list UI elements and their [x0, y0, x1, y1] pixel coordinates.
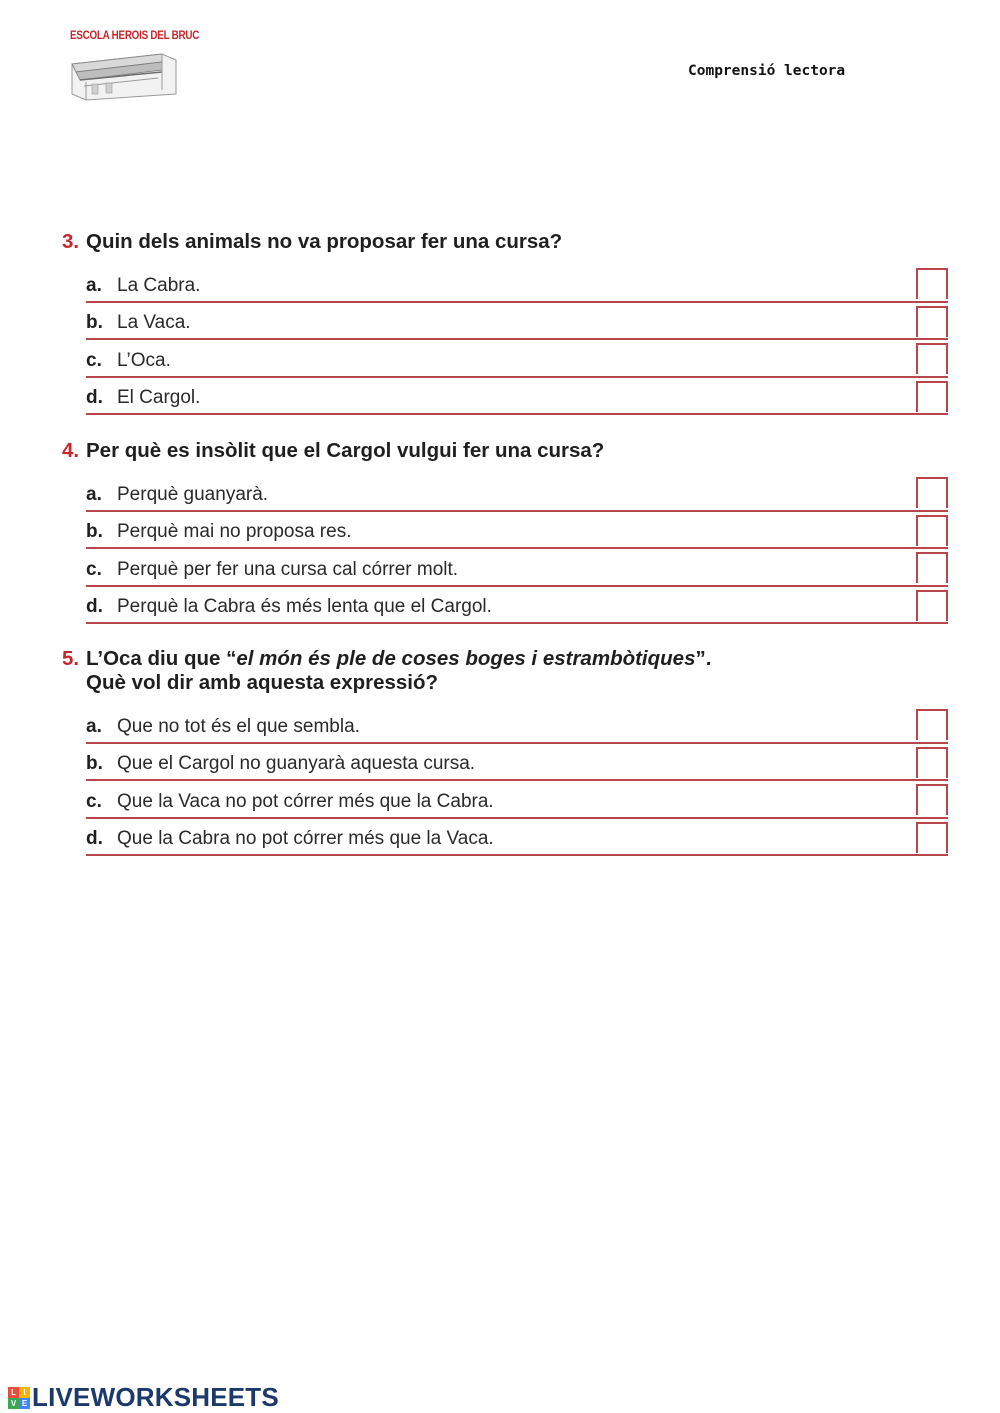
answer-checkbox[interactable] [916, 822, 948, 853]
answer-checkbox[interactable] [916, 268, 948, 299]
option-letter: b. [86, 521, 103, 542]
option-letter: c. [86, 558, 102, 580]
option-row [86, 549, 948, 587]
answer-checkbox[interactable] [916, 343, 948, 374]
option-letter: b. [86, 312, 103, 333]
option-letter: d. [86, 596, 103, 617]
option-text: La Vaca. [117, 312, 191, 333]
school-name: ESCOLA HEROIS DEL BRUC [70, 28, 200, 42]
option-letter: b. [86, 753, 103, 774]
question-text-prefix: L’Oca diu que “ [86, 647, 237, 670]
option-text: Que el Cargol no guanyarà aquesta cursa. [117, 753, 476, 774]
liveworksheets-logo [8, 1382, 279, 1413]
answer-checkbox[interactable] [916, 709, 948, 740]
question-3 [62, 230, 952, 415]
answer-checkbox[interactable] [916, 515, 948, 546]
liveworksheets-badge-icon [8, 1387, 30, 1409]
option-row [86, 744, 948, 782]
option-row [86, 340, 948, 378]
answer-checkbox[interactable] [916, 552, 948, 583]
brand-name: LIVEWORKSHEETS [32, 1382, 279, 1412]
question-text: Quin dels animals no va proposar fer una cursa? [86, 230, 563, 253]
option-text: Perquè per fer una cursa cal córrer molt. [117, 558, 459, 580]
option-text: Que la Cabra no pot córrer més que la Vaca. [117, 828, 494, 849]
question-heading [62, 230, 952, 254]
option-text: Perquè guanyarà. [117, 483, 269, 505]
option-row [86, 819, 948, 857]
question-number: 5. [62, 647, 80, 670]
badge-letter: I [19, 1387, 30, 1398]
page-title: Comprensió lectora [688, 63, 846, 79]
badge-letter: L [8, 1387, 19, 1398]
question-text: Per què es insòlit que el Cargol vulgui fer una cursa? [86, 439, 605, 462]
option-text: L’Oca. [117, 349, 171, 371]
option-text: El Cargol. [117, 387, 201, 408]
answer-checkbox[interactable] [916, 381, 948, 412]
option-letter: d. [86, 828, 103, 849]
option-row [86, 706, 948, 744]
school-logo [66, 28, 200, 108]
option-row [86, 303, 948, 341]
option-text: Que no tot és el que sembla. [117, 715, 360, 737]
question-text-line2: Què vol dir amb aquesta expressió? [86, 671, 439, 694]
question-number: 3. [62, 230, 80, 253]
option-text: La Cabra. [117, 274, 201, 296]
question-5 [62, 647, 952, 856]
answer-checkbox[interactable] [916, 590, 948, 621]
option-letter: a. [86, 483, 102, 505]
answer-checkbox[interactable] [916, 747, 948, 778]
question-heading [62, 647, 952, 695]
option-text: Perquè mai no proposa res. [117, 521, 352, 542]
answer-checkbox[interactable] [916, 477, 948, 508]
answer-checkbox[interactable] [916, 784, 948, 815]
options-list [62, 265, 952, 415]
option-letter: c. [86, 349, 102, 371]
option-row [86, 265, 948, 303]
question-number: 4. [62, 439, 80, 462]
question-text-suffix: ”. [695, 647, 712, 670]
badge-letter: V [8, 1398, 19, 1409]
option-text: Perquè la Cabra és més lenta que el Cargol. [117, 596, 492, 617]
question-text [86, 647, 711, 695]
option-row [86, 781, 948, 819]
option-letter: c. [86, 790, 102, 812]
question-quote: el món és ple de coses boges i estrambòtiques [236, 647, 696, 670]
options-list [62, 706, 952, 856]
question-4 [62, 439, 952, 624]
option-text: Que la Vaca no pot córrer més que la Cabra. [117, 790, 494, 812]
option-row [86, 587, 948, 625]
option-letter: a. [86, 715, 102, 737]
school-building-icon [66, 50, 178, 104]
option-letter: d. [86, 387, 103, 408]
answer-checkbox[interactable] [916, 306, 948, 337]
option-row [86, 378, 948, 416]
options-list [62, 474, 952, 624]
option-row [86, 512, 948, 550]
badge-letter: E [19, 1398, 30, 1409]
option-letter: a. [86, 274, 102, 296]
option-row [86, 474, 948, 512]
question-heading [62, 439, 952, 463]
